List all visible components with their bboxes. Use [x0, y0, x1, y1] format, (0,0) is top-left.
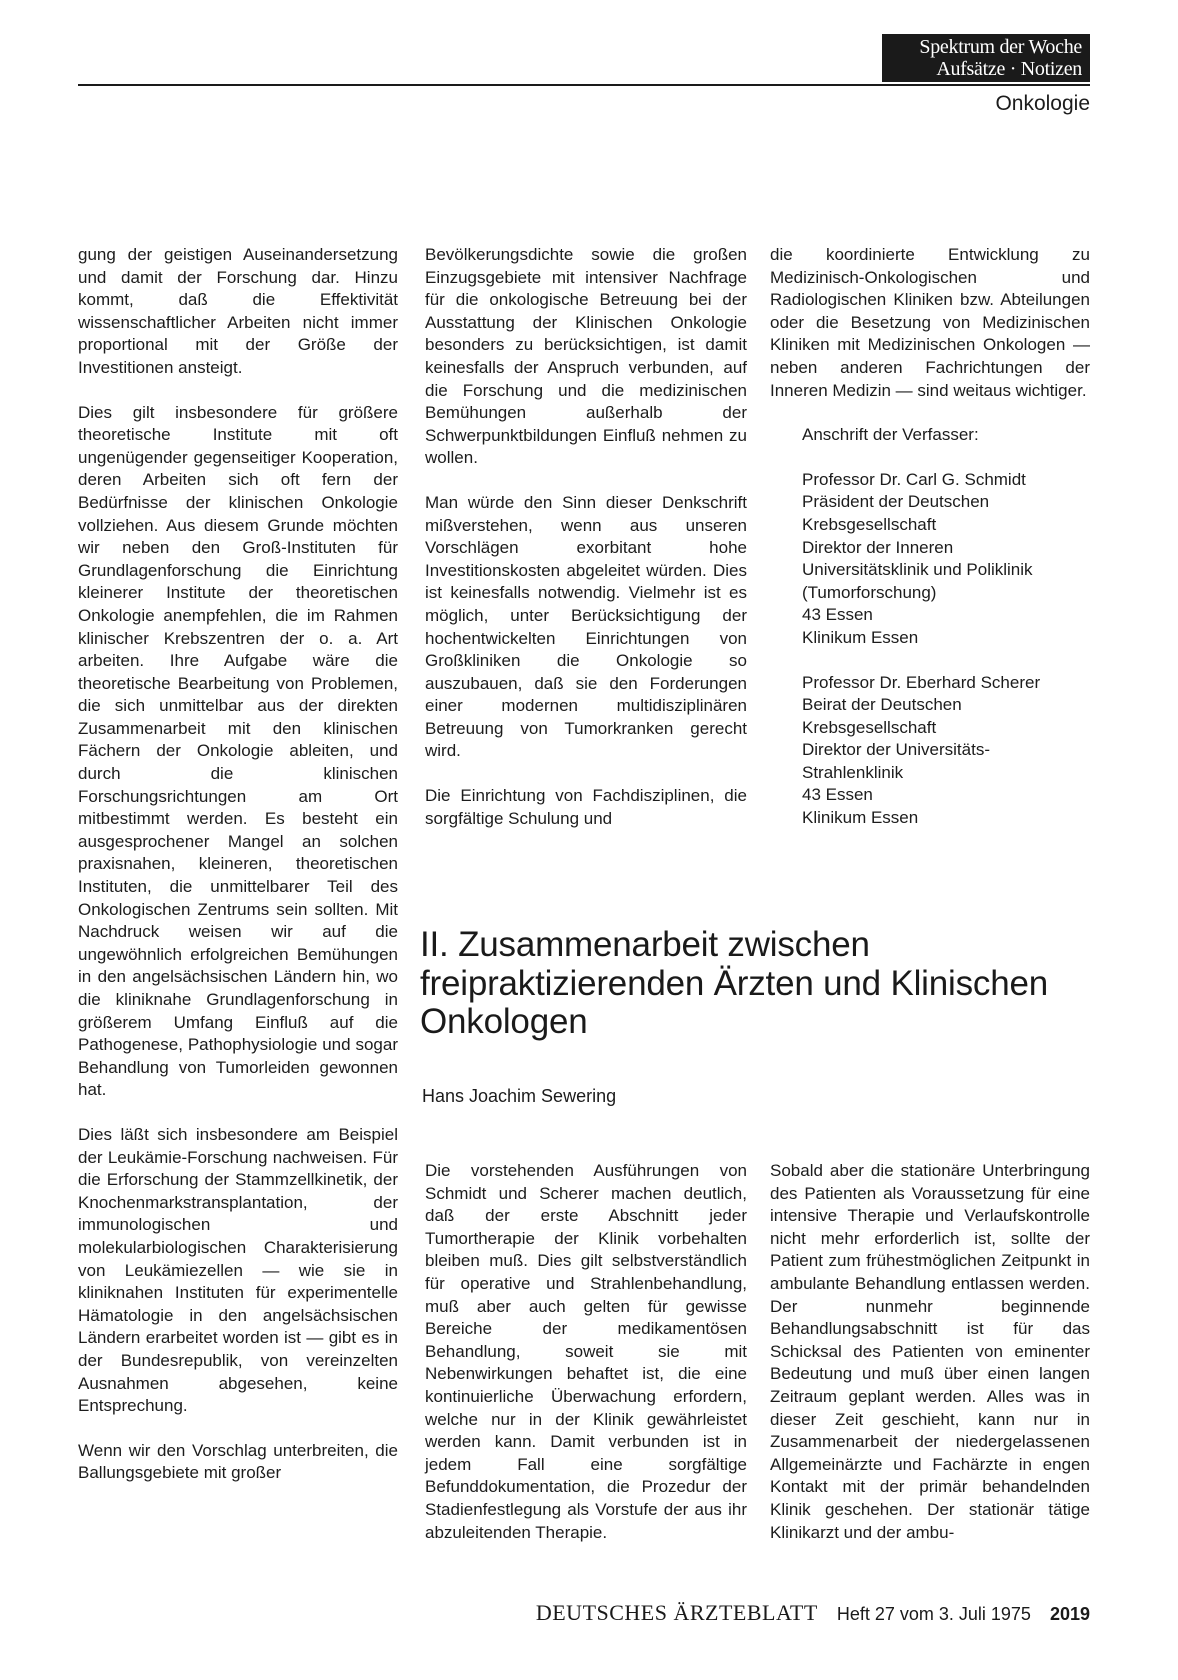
badge-line-2: Aufsätze · Notizen	[936, 58, 1082, 80]
paragraph: Die vorstehenden Ausführungen von Schmidt und Scherer machen deutlich, daß der erste Abschnitt jeder Tumortherapie der Klinik vorbehalten bleiben muß. Dies gilt selbstverständlich für operative und Strahlenbehandlung, muß aber auch gelten für gewisse Bereiche der medikamentösen Behandlung, soweit sie mit Nebenwirkungen behaftet ist, die eine kontinuierliche Überwachung erfordern, welche nur in der Klinik gewährleistet werden kann. Damit verbunden ist in jedem Fall eine sorgfältige Befunddokumentation, die Prozedur der Stadienfestlegung als Vorstufe der aus ihr abzuleitenden Therapie.	[425, 1161, 747, 1542]
paragraph: Dies läßt sich insbesondere am Beispiel der Leukämie-Forschung nachweisen. Für die Erforschung der Stammzellkinetik, der Knochenmarkstransplantation, der immunologischen und molekularbiologischen Charakterisierung von Leukämiezellen — wie sie in kliniknahen Instituten für experimentelle Hämatologie in den angelsächsischen Ländern erarbeitet worden ist — gibt es in der Bundesrepublik, von vereinzelten Ausnahmen abgesehen, keine Entsprechung.	[78, 1124, 398, 1416]
address-label: Anschrift der Verfasser:	[802, 425, 979, 445]
address-line: Direktor der Universitäts-	[802, 740, 990, 760]
address-line: Direktor der Inneren	[802, 537, 954, 557]
article-column-1	[425, 1160, 747, 1544]
address-line: Beirat der Deutschen	[802, 695, 962, 715]
page-footer	[484, 1600, 1090, 1626]
journal-name: DEUTSCHES ÄRZTEBLATT	[535, 1600, 818, 1625]
address-block-1	[802, 469, 1090, 650]
page-number: 2019	[1049, 1604, 1090, 1624]
address-line: Klinikum Essen	[802, 627, 919, 647]
address-line: Professor Dr. Carl G. Schmidt	[802, 469, 1026, 489]
section-badge	[882, 34, 1090, 82]
paragraph: Sobald aber die stationäre Unterbringung des Patienten als Voraussetzung für eine intensive Therapie und Verlaufskontrolle nicht mehr erforderlich ist, sollte der Patient zum frühestmöglichen Zeitpunkt in ambulante Behandlung entlassen werden. Der nunmehr beginnende Behandlungsabschnitt ist für das Schicksal des Patienten von eminenter Bedeutung und muß über einen langen Zeitraum geplant werden. Alles was in dieser Zeit geschieht, kann nur in Zusammenarbeit der niedergelassenen Allgemeinärzte und Fachärzte in engen Kontakt mit der primär behandelnden Klinik geschehen. Der stationär tätige Klinikarzt und der ambu-	[770, 1161, 1090, 1542]
address-line: Professor Dr. Eberhard Scherer	[802, 672, 1041, 692]
address-line: (Tumorforschung)	[802, 582, 937, 602]
address-line: Präsident der Deutschen	[802, 492, 990, 512]
address-line: Klinikum Essen	[802, 808, 919, 828]
address-line: Universitätsklinik und Poliklinik	[802, 560, 1033, 580]
paragraph: Die Einrichtung von Fachdisziplinen, die sorgfältige Schulung und	[425, 786, 747, 828]
address-line: 43 Essen	[802, 605, 873, 625]
header-rule	[78, 84, 1090, 86]
address-line: 43 Essen	[802, 785, 873, 805]
column-3	[770, 244, 1090, 830]
address-line: Krebsgesellschaft	[802, 717, 937, 737]
column-1	[78, 244, 398, 1485]
paragraph: Dies gilt insbesondere für größere theoretische Institute mit oft ungenügender gegenseitiger Kooperation, deren Arbeiten sich oft fern der Bedürfnisse der klinischen Onkologie vollziehen. Aus diesem Grunde möchten wir neben den Groß-Instituten für Grundlagenforschung die Einrichtung kleinerer Institute der theoretischen Onkologie anempfehlen, die im Rahmen klinischer Krebszentren der o. a. Art arbeiten. Ihre Aufgabe wäre die theoretische Bearbeitung von Problemen, die sich unmittelbar aus der direkten Zusammenarbeit mit den klinischen Fächern der Onkologie ableiten, und durch die klinischen Forschungsrichtungen am Ort mitbestimmt werden. Es besteht ein ausgesprochener Mangel an solchen praxisnahen, kleineren, theoretischen Instituten, die unmittelbarer Teil des Onkologischen Zentrums sein sollten. Mit Nachdruck weisen wir auf die ungewöhnlich erfolgreichen Bemühungen in den angelsächsischen Ländern hin, wo die kliniknahe Grundlagenforschung in größerem Umfang Einfluß auf die Pathogenese, Pathophysiologie und sogar Behandlung von Tumorleiden gewonnen hat.	[78, 402, 398, 1100]
address-block-2	[802, 672, 1090, 830]
badge-line-1: Spektrum der Woche	[919, 36, 1082, 58]
paragraph: gung der geistigen Auseinandersetzung und damit der Forschung dar. Hinzu kommt, daß die Effektivität wissenschaftlicher Arbeiten nicht immer proportional mit der Größe der Investitionen ansteigt.	[78, 245, 398, 377]
column-2	[425, 244, 747, 830]
paragraph: Bevölkerungsdichte sowie die großen Einzugsgebiete mit intensiver Nachfrage für die onkologische Betreuung bei der Ausstattung der Klinischen Onkologie besonders zu berücksichtigen, ist damit keinesfalls der Anspruch verbunden, auf die Forschung und die medizinischen Bemühungen außerhalb der Schwerpunktbildungen Einfluß nehmen zu wollen.	[425, 245, 747, 468]
paragraph: die koordinierte Entwicklung zu Medizinisch-Onkologischen und Radiologischen Kliniken bzw. Abteilungen oder die Besetzung von Medizinischen Kliniken mit Medizinischen Onkologen — neben anderen Fachrichtungen der Inneren Medizin — sind weitaus wichtiger.	[770, 245, 1090, 400]
address-line: Strahlenklinik	[802, 762, 904, 782]
issue-info: Heft 27 vom 3. Juli 1975	[836, 1604, 1031, 1624]
article-title: II. Zusammenarbeit zwischen freipraktizierenden Ärzten und Klinischen Onkologen	[420, 925, 1048, 1041]
section-label: Onkologie	[995, 92, 1090, 115]
author-address	[770, 424, 1090, 830]
paragraph: Wenn wir den Vorschlag unterbreiten, die Ballungsgebiete mit großer	[78, 1440, 398, 1483]
article-column-2	[770, 1160, 1090, 1544]
paragraph: Man würde den Sinn dieser Denkschrift mißverstehen, wenn aus unseren Vorschlägen exorbitant hohe Investitionskosten abgeleitet würden. Dies ist keinesfalls notwendig. Vielmehr ist es möglich, unter Berücksichtigung der hochentwickelten Einrichtungen von Großkliniken die Onkologie so auszubauen, daß sie den Forderungen einer modernen multidisziplinären Betreuung von Tumorkranken gerecht wird.	[425, 492, 747, 761]
address-line: Krebsgesellschaft	[802, 514, 937, 534]
article-author: Hans Joachim Sewering	[422, 1086, 617, 1106]
